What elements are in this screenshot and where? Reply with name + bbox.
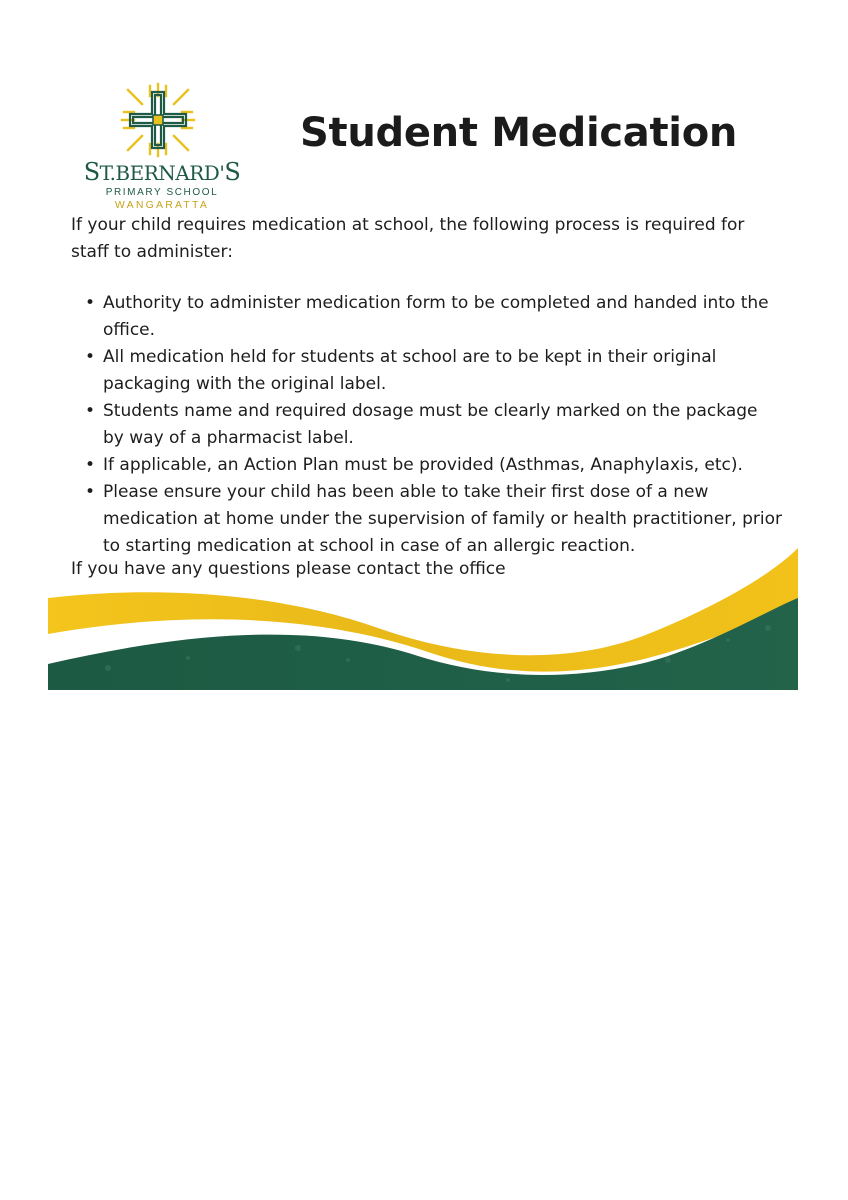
page-title: Student Medication [300,110,738,156]
school-name-initial: S [83,158,100,186]
school-name [76,158,248,186]
list-item [71,290,783,344]
school-town: WANGARATTA [114,199,210,211]
bullet-dot-icon: • [85,401,96,421]
list-item-text: Students name and required dosage must be clearly marked on the package by way of a pharmacist label. [103,401,758,448]
school-name-end: S [224,158,241,186]
bullet-dot-icon: • [85,293,96,313]
list-item-text: All medication held for students at school are to be kept in their original packaging with the original label. [103,347,717,394]
list-item [71,398,783,452]
cross-sun-logo-icon [120,82,196,158]
list-item-text: If applicable, an Action Plan must be provided (Asthmas, Anaphylaxis, etc). [103,455,743,475]
bullet-dot-icon: • [85,455,96,475]
list-item [71,452,783,479]
school-name-middle: T.BERNARD' [99,161,225,185]
school-type: PRIMARY SCHOOL [105,187,219,198]
intro-text: If your child requires medication at school, the following process is required for staff to administer: [71,215,745,262]
list-item-text: Please ensure your child has been able to take their first dose of a new medication at home under the supervision of family or health practitioner, prior to starting medication at school in case of an allergic reaction. [103,482,782,556]
contact-note: If you have any questions please contact the office [71,559,506,579]
school-logo [76,82,256,212]
list-item [71,344,783,398]
process-list [71,290,783,560]
bullet-dot-icon: • [85,347,96,367]
list-item-text: Authority to administer medication form to be completed and handed into the office. [103,293,769,340]
bullet-dot-icon: • [85,482,96,502]
